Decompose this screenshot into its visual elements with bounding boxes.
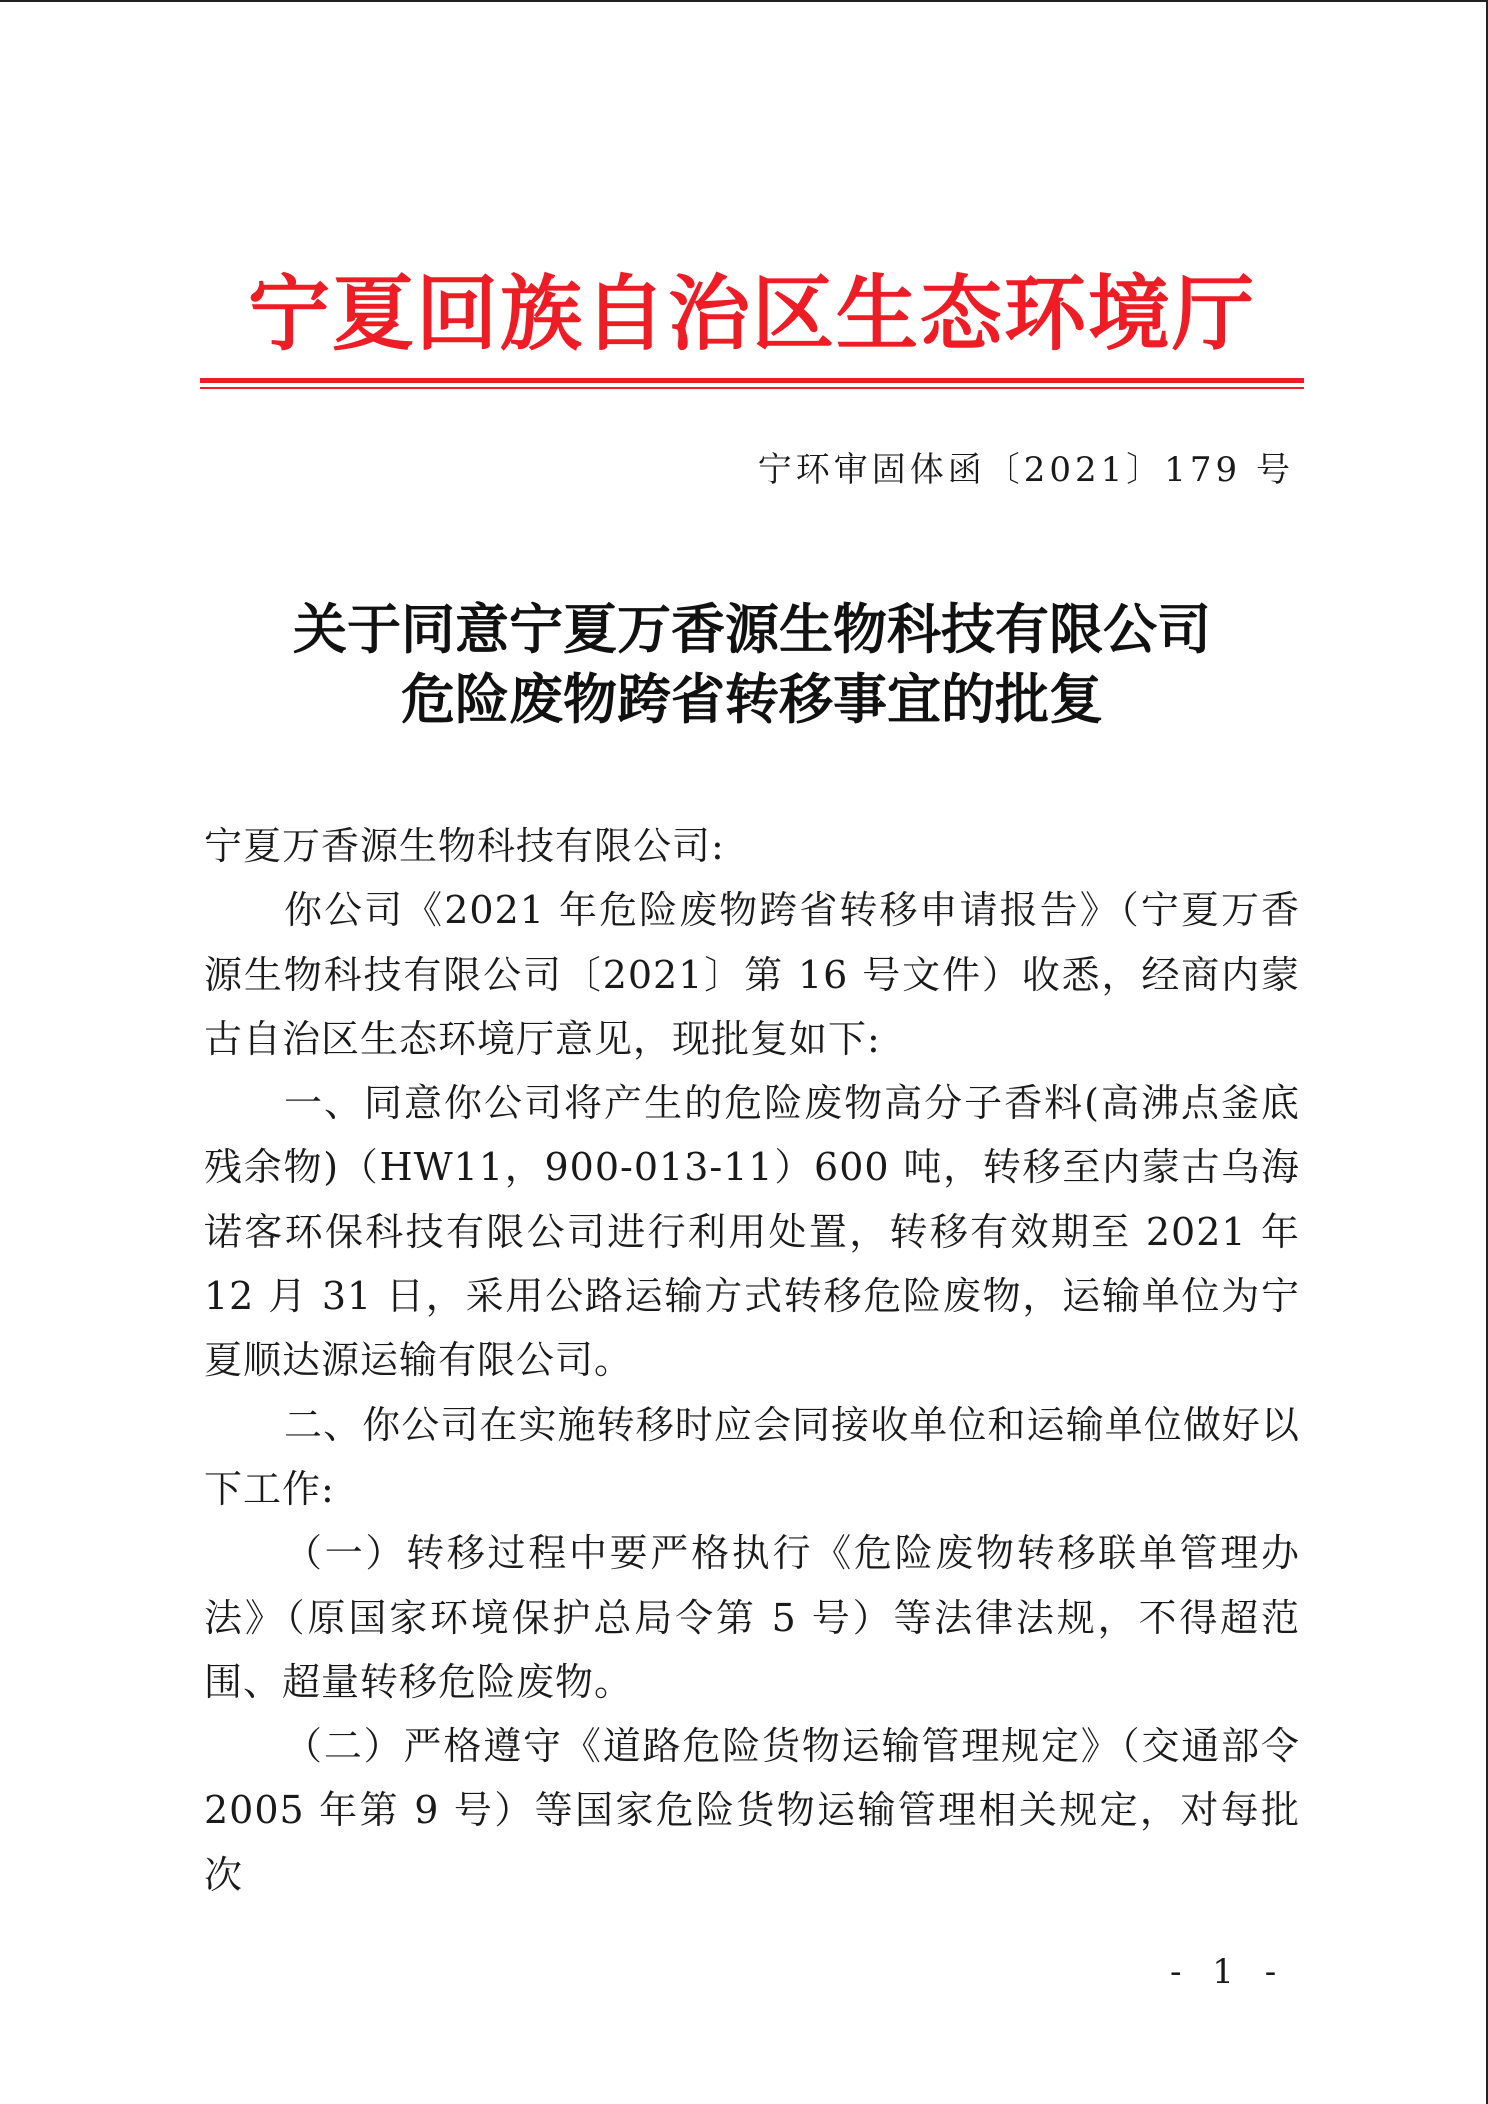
- paragraph-item-2: 二、你公司在实施转移时应会同接收单位和运输单位做好以下工作:: [204, 1402, 1300, 1511]
- issuing-agency-header: 宁夏回族自治区生态环境厅: [247, 267, 1256, 362]
- paragraph-receipt: 你公司《2021 年危险废物跨省转移申请报告》（宁夏万香源生物科技有限公司〔2021〕第 16 号文件）收悉，经商内蒙古自治区生态环境厅意见，现批复如下:: [204, 888, 1300, 1061]
- document-title: [200, 594, 1304, 734]
- page-number: - 1 -: [1170, 1952, 1287, 1992]
- title-line-2: 危险废物跨省转移事宜的批复: [401, 667, 1103, 731]
- document-body: [204, 814, 1300, 1907]
- addressee: 宁夏万香源生物科技有限公司:: [204, 824, 725, 868]
- paragraph-subitem-2: （二）严格遵守《道路危险货物运输管理规定》（交通部令 2005 年第 9 号）等国家危险货物运输管理相关规定，对每批次: [204, 1724, 1300, 1897]
- paragraph-subitem-1: （一）转移过程中要严格执行《危险废物转移联单管理办法》（原国家环境保护总局令第 5 号）等法律法规，不得超范围、超量转移危险废物。: [204, 1531, 1300, 1704]
- red-header-rule-thick: [200, 378, 1304, 383]
- red-header-rule-thin: [200, 387, 1304, 389]
- paragraph-item-1: 一、同意你公司将产生的危险废物高分子香料(高沸点釜底残余物)（HW11，900-013-11）600 吨，转移至内蒙古乌海诺客环保科技有限公司进行利用处置，转移有效期至 2021 年 12 月 31 日，采用公路运输方式转移危险废物，运输单位为宁夏顺达源运输有限公司。: [204, 1081, 1300, 1383]
- title-line-1: 关于同意宁夏万香源生物科技有限公司: [293, 597, 1211, 661]
- document-number: 宁环审固体函〔2021〕179 号: [757, 450, 1294, 490]
